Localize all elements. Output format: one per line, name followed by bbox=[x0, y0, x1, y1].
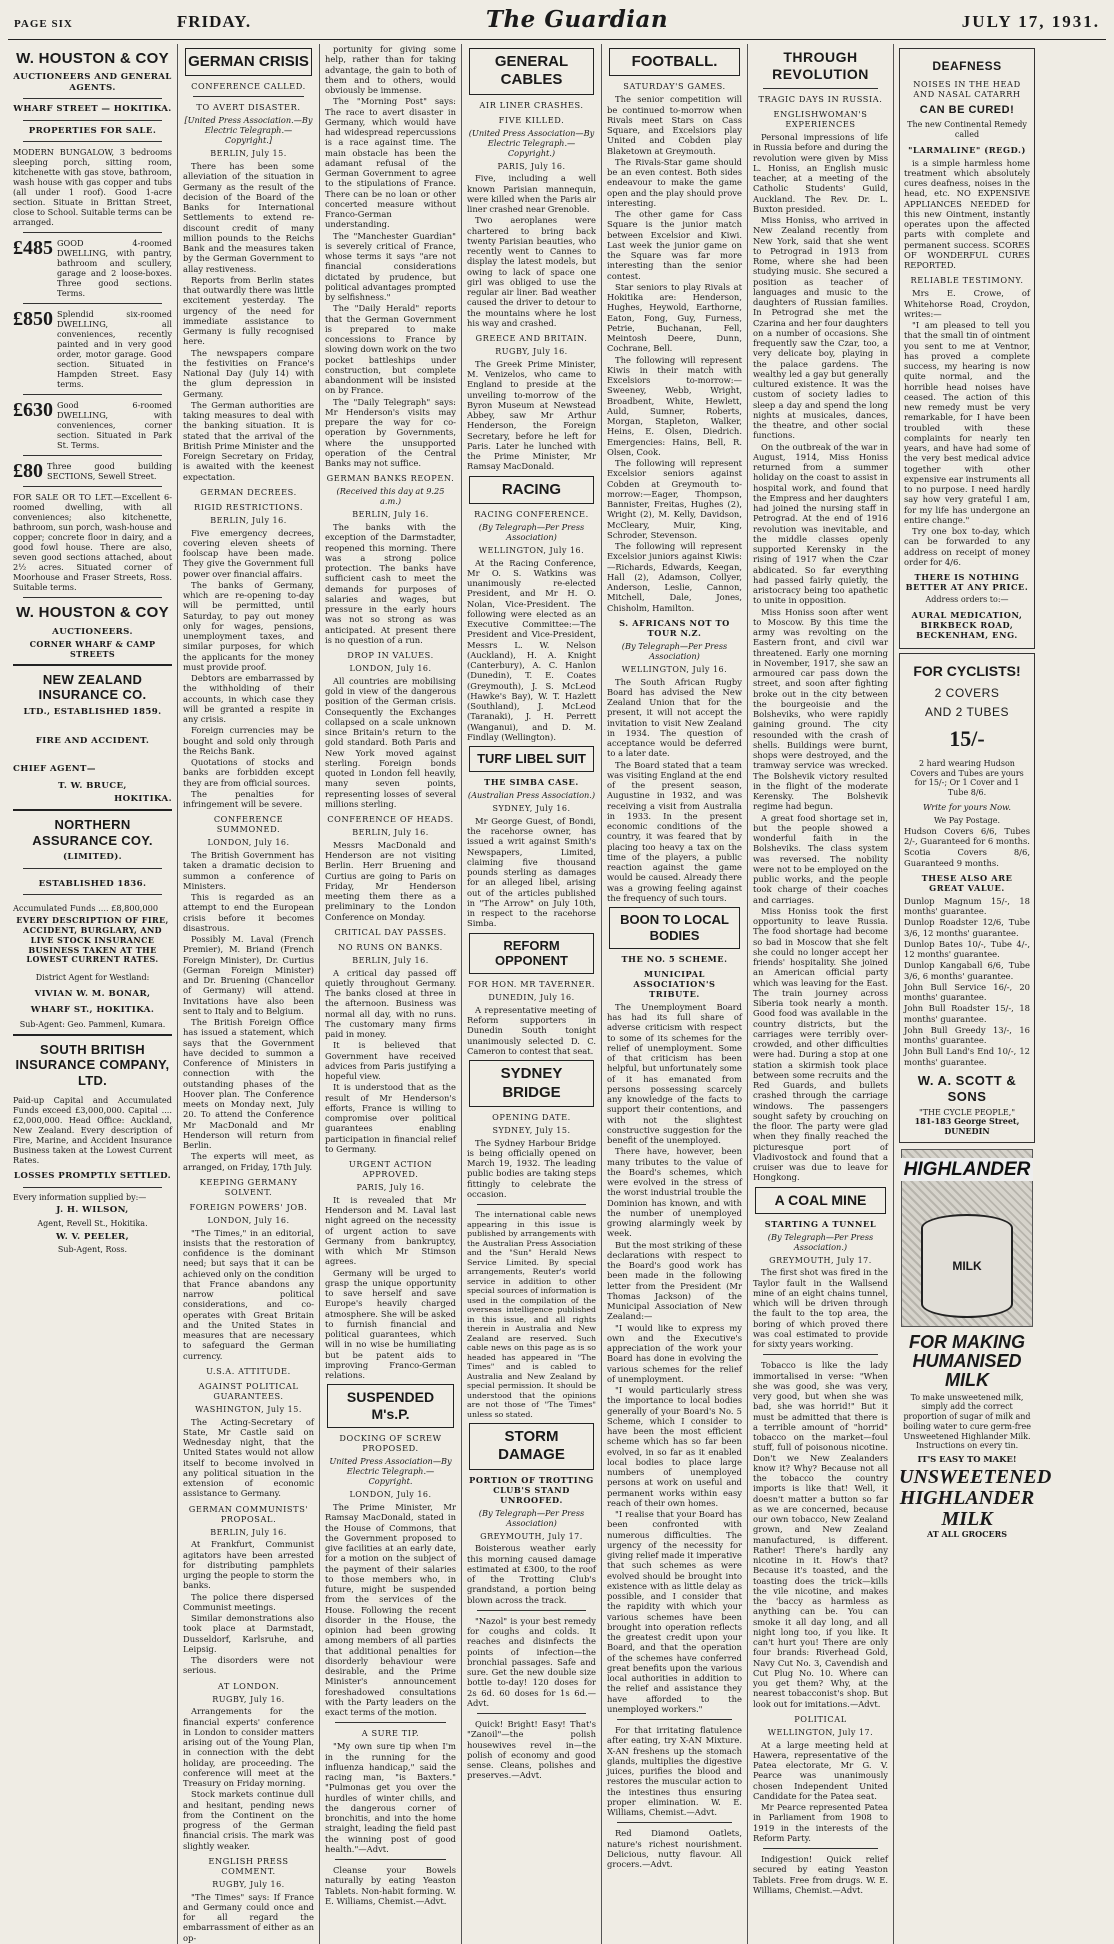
dateline: RUGBY, July 16. bbox=[212, 1694, 285, 1704]
losses-settled: LOSSES PROMPTLY SETTLED. bbox=[13, 1171, 172, 1182]
column-1-classifieds bbox=[8, 44, 178, 1944]
for-sale-listing: FOR SALE OR TO LET.—Excellent 6-roomed dwelling, with all conveniences; also kitchenette, bathroom, sun porch, wash-house and copper; concrete floor in dairy, and a good fowl house. There are also, seven good sections attached, about 2½ acres. Situated corner of Moorhouse and Fraser Streets, Ross. Suitable terms. bbox=[13, 492, 172, 593]
tyre-list-item: John Bull Roadster 15/-, 18 months' guarantee. bbox=[904, 1003, 1030, 1024]
firm-name: W. HOUSTON & COY bbox=[16, 50, 169, 67]
advert-text: Red Diamond Oatlets, nature's richest nourishment. Delicious, nutty flavour. All grocers.—Advt. bbox=[607, 1828, 742, 1870]
article-subhead: THE SIMBA CASE. bbox=[484, 777, 579, 787]
article-subhead: RACING CONFERENCE. bbox=[474, 508, 589, 519]
info-supplied-by: Every information supplied by:— bbox=[13, 1192, 147, 1202]
article-headline: SYDNEY BRIDGE bbox=[469, 1060, 594, 1107]
property-listing bbox=[13, 309, 172, 389]
testimonial-text: "I am pleased to tell you that the small tin of ointment you sent to me at Ventnor, has proved a complete success, my hearing is now quite normal, and the horrible head noises have ceased. The action of this new remedy must be very remarkable, for I have been troubled with these complaints for nearly ten years, and have had some of the very best medical advice together with other expensive ear instruments all to no purpose. I need hardly say how very grateful I am, for my life has undergone an entire change." bbox=[904, 320, 1030, 525]
dateline: PARIS, July 16. bbox=[497, 161, 566, 171]
advert-text: is a simple harmless home treatment which absolutely cures deafness, noises in the head, etc. NO EXPENSIVE APPLIANCES NEEDED for this new Ointment, instantly operates upon the affected parts with complete and permanent success. SCORES OF WONDERFUL CURES REPORTED. bbox=[904, 157, 1030, 271]
section-heading: AGAINST POLITICAL GUARANTEES. bbox=[198, 1380, 299, 1401]
agent-town: HOKITIKA. bbox=[114, 794, 172, 805]
firm-role: AUCTIONEERS. bbox=[52, 626, 133, 637]
dateline: SYDNEY, July 15. bbox=[492, 1125, 571, 1135]
dateline: BERLIN, July 16. bbox=[210, 1527, 287, 1537]
section-heading: GERMAN BANKS REOPEN. bbox=[326, 473, 455, 484]
insurance-description: Paid-up Capital and Accumulated Funds exceed £3,000,000. Capital .... £2,000,000. Head Office: Auckland, New Zealand. Every description of Fire, Marine, and Accident Insurance Business taken at the Lowest Current Rates. bbox=[13, 1095, 172, 1166]
dateline: WELLINGTON, July 16. bbox=[478, 545, 585, 555]
article-paragraph: "I would particularly stress the importance to local bodies generally of your Board's No. 5 Scheme, which I consider to have been the most efficient scheme which has so far been evolved, in so far as it enabled local bodies to place large numbers of unemployed persons at work on useful and permanent works within easy reach of their own homes. bbox=[607, 1385, 742, 1508]
article-paragraph: Two aeroplanes were chartered to bring back twenty Parisian beauties, who recently went to Cannes to display the latest models, but owing to lack of space one girl was obliged to use the regular air liner. Bad weather caused the driver to detour to the mountains where he lost his way and crashed. bbox=[467, 215, 596, 328]
columns bbox=[8, 44, 1106, 1943]
column-2-german-crisis bbox=[178, 44, 320, 1944]
article-paragraph: All countries are mobilising gold in view of the dangerous position of the German crisis. Consequently the Exchanges collapsed on a scale unknown since Britain's return to the gold standard. Both Paris and New York moved against sterling. Foreign bonds quoted in London fell heavily, many seven points, representing losses of several millions sterling. bbox=[325, 675, 456, 809]
property-listing bbox=[13, 461, 172, 481]
article-paragraph: The banks of Germany, which are re-opening to-day will be permitted, until Saturday, to pay out money only for wages, pensions, unemployment taxes, and similar purposes, for which the applicants for the money must provide proof. bbox=[183, 579, 314, 672]
advert-text: For that irritating flatulence after eating, try X-AN Mixture. X-AN freshens up the stomach glands, multiplies the digestive juices, purifies the blood and restores the muscular action to the intestines thus ensuring proper elimination. W. E. Williams, Chemist.—Advt. bbox=[607, 1725, 742, 1818]
dateline: WELLINGTON, July 17. bbox=[767, 1727, 874, 1737]
article-subhead: STARTING A TUNNEL bbox=[764, 1218, 877, 1229]
dateline: GREYMOUTH, July 17. bbox=[480, 1531, 583, 1541]
article-paragraph: Five, including a well known Parisian mannequin, were killed when the Paris air liner crashed near Grenoble. bbox=[467, 173, 596, 215]
advert-text: 2 hard wearing Hudson Covers and Tubes are yours for 15/-; Or 1 Cover and 1 Tube 8/6. bbox=[910, 758, 1024, 798]
tyre-list-item: Dunlop Magnum 15/-, 18 months' guarantee. bbox=[904, 895, 1030, 917]
article-paragraph: The "Manchester Guardian" is severely critical of France, whose terms it says "are not financial considerations dictated by prudence, but political advantages prompted by selfishness." bbox=[325, 230, 456, 302]
properties-heading: PROPERTIES FOR SALE. bbox=[28, 125, 157, 136]
article-paragraph: Boisterous weather early this morning caused damage estimated at £300, to the roof of the Trotting Club's grandstand, a portion being blown across the track. bbox=[467, 1543, 596, 1605]
agent-name: VIVIAN W. M. BONAR, bbox=[34, 988, 151, 999]
section-heading: ENGLISH PRESS COMMENT. bbox=[208, 1855, 289, 1876]
advert-text: "My own sure tip when I'm in the running for the influenza handicap," said the racing man, "is Baxters." "Pulmonas get you over the hurdles of winter chills, and the dangerous corner of bronchitis, and into the home straight, leading the field past the winning post of good health."—Advt. bbox=[325, 1741, 456, 1854]
insurance-description: EVERY DESCRIPTION OF FIRE, ACCIDENT, BURGLARY, AND LIVE STOCK INSURANCE BUSINESS TAKEN AT THE LOWEST CURRENT RATES. bbox=[16, 915, 169, 965]
dateline: PARIS, July 16. bbox=[356, 1183, 425, 1192]
advert-text: Quick! Bright! Easy! That's "Zanoil"—the polish housewives revel in—the polish of economy and good sense. Cleans, polishes and preserves.—Advt. bbox=[467, 1719, 596, 1781]
advert-claim: CAN BE CURED! bbox=[919, 103, 1015, 116]
newspaper-title: The Guardian bbox=[485, 6, 669, 33]
agent-address: Sub-Agent, Ross. bbox=[57, 1245, 128, 1255]
section-heading: GREECE AND BRITAIN. bbox=[475, 333, 588, 344]
article-paragraph: The following will represent Kiwis in their match with Excelsiors to-morrow:—Sweeney, Webb, Wright, Broadbent, White, Hewlett, Auld, Sumner, Roberts, Morgan, Stapleton, Walker, Heins, E. Olsen, Diedrich. Emergencies: Hains, Bell, R. Olsen, Cook. bbox=[607, 354, 742, 457]
milk-tin-label: MILK bbox=[952, 1258, 982, 1273]
article-paragraph: Mr George Guest, of Bondi, the racehorse owner, has issued a writ against Smith's Newspapers, Limited, claiming five thousand pounds sterling as damages for an alleged libel, arising out of the articles published in "The Arrow" on July 10th, in respect to the racehorse Simba. bbox=[467, 815, 596, 929]
section-heading: GERMAN COMMUNISTS' PROPOSAL. bbox=[188, 1503, 309, 1524]
article-subhead: CONFERENCE CALLED. bbox=[191, 81, 306, 92]
property-listing bbox=[13, 238, 172, 298]
advert-text: Mrs E. Crowe, of Whitehorse Road, Croydon, writes:— bbox=[904, 288, 1030, 319]
insurance-company-name: NEW ZEALAND INSURANCE CO. bbox=[38, 671, 147, 703]
advert-text: "Nazol" is your best remedy for coughs and colds. It reaches and disinfects the points of infection—the bronchial passages. Safe and sure. Get the new double size bottle to-day! 120 doses for 2s 6d. 60 doses for 1s 6d.—Advt. bbox=[467, 1615, 596, 1708]
company-status: (LIMITED). bbox=[62, 852, 123, 863]
masthead bbox=[8, 6, 1106, 40]
wire-credit: [United Press Association.—By Electric Telegraph.—Copyright.] bbox=[184, 115, 313, 146]
article-paragraph: The disorders were not serious. bbox=[183, 1655, 314, 1676]
insurance-lines: FIRE AND ACCIDENT. bbox=[35, 735, 150, 746]
article-paragraph: The first shot was fired in the Taylor fault in the Wallsend mine of an eight chains tunnel, which will be driven through the fault to the top area, the boring of which proved there was coal estimated to provide for sixty years working. bbox=[753, 1267, 888, 1350]
dateline: BERLIN, July 15. bbox=[210, 149, 287, 159]
property-listing bbox=[13, 400, 172, 450]
firm-role: AUCTIONEERS AND GENERAL AGENTS. bbox=[13, 72, 172, 93]
advert-cta: Write for yours Now. bbox=[922, 801, 1012, 812]
dateline: BERLIN, July 16. bbox=[352, 828, 429, 837]
dateline: SYDNEY, July 16. bbox=[492, 804, 571, 813]
article-paragraph: The penalties for infringement will be severe. bbox=[183, 788, 314, 810]
article-paragraph: Star seniors to play Rivals at Hokitika are: Henderson, Hughes, Heywold, Earthorne, Eaton, Fong, Guy, Furness, Petrie, Buchanan, Fell, Meintosh Deere, Dunn, Cochrane, Bell. bbox=[607, 281, 742, 354]
article-paragraph: The "Daily Herald" reports that the German Government is prepared to make concessions to France by slowing down work on the two pocket battleships under construction, but complete abandonment will be insisted on by France. bbox=[325, 303, 456, 396]
wire-credit: (By Telegraph—Per Press Association) bbox=[478, 1507, 585, 1528]
agent-name: W. V. PEELER, bbox=[56, 1231, 129, 1242]
address-label: Address orders to:— bbox=[925, 595, 1009, 605]
article-subhead: FOR HON. MR TAVERNER. bbox=[467, 979, 596, 990]
column-7-advertisements bbox=[894, 44, 1052, 1944]
article-subhead: TRAGIC DAYS IN RUSSIA. bbox=[758, 94, 883, 105]
milk-brand: HIGHLANDER bbox=[901, 1158, 1034, 1181]
column-3-continued bbox=[320, 44, 462, 1944]
cyclists-advert bbox=[899, 653, 1035, 1143]
wire-credit: (United Press Association—By Electric Telegraph.—Copyright.) bbox=[468, 127, 595, 158]
section-heading: POLITICAL bbox=[794, 1713, 847, 1724]
advert-subhead: THESE ALSO ARE GREAT VALUE. bbox=[921, 872, 1013, 893]
tyre-list-item: Dunlop Kangaball 6/6, Tube 3/6, 6 months' guarantee. bbox=[904, 960, 1030, 981]
insurance-company-name: NORTHERN ASSURANCE COY. bbox=[32, 816, 153, 848]
wire-credit: (By Telegraph—Per Press Association) bbox=[478, 521, 585, 542]
article-subhead: FIVE KILLED. bbox=[498, 114, 565, 125]
milk-advert-headline: FOR MAKING HUMANISED MILK bbox=[909, 1331, 1025, 1390]
article-paragraph: The Sydney Harbour Bridge is being officially opened on March 19, 1932. The leading public bodies are taking steps fittingly to celebrate the occasion. bbox=[467, 1137, 596, 1199]
advert-headline: DEAFNESS bbox=[932, 59, 1002, 73]
article-paragraph: Germany will be urged to grasp the unique opportunity to save herself and save Europe's heavily charged atmosphere. She will be asked to furnish financial and political guarantees, which will in no wise be humiliating but be patent aids to improving Franco-German relations. bbox=[325, 1267, 456, 1380]
article-paragraph: Miss Honiss took the first opportunity to leave Russia. The food shortage had become so bad in Moscow that she felt she could no longer accept her friends' hospitality. She joined an American official party which was leaving for the East. The train journey across Siberia took nearly a month. Good food was available in the country districts, but the carriages were terribly over-crowded, and other difficulties were had. During a stop at one station a skirmish took place between some recruits and the Red Guards, and bullets crashed through the carriage windows. The passengers sought safety by crouching on the floor. The party were glad when they finally reached the picturesque port of Vladivostock and found that a cruiser was due to leave for Hongkong. bbox=[753, 905, 888, 1183]
milk-advert-brand: UNSWEETENED HIGHLANDER MILK bbox=[899, 1466, 1052, 1531]
section-heading: RIGID RESTRICTIONS. bbox=[193, 501, 304, 512]
postage-note: We Pay Postage. bbox=[933, 816, 1001, 826]
advert-heading: A SURE TIP. bbox=[361, 1728, 420, 1739]
milk-tin-illustration bbox=[921, 1214, 1013, 1318]
advert-price: 15/- bbox=[949, 726, 985, 752]
section-heading: U.S.A. ATTITUDE. bbox=[206, 1365, 291, 1376]
advert-headline: FOR CYCLISTS! bbox=[913, 662, 1021, 679]
article-paragraph: The other game for Cass Square is the junior match between Excelsior and Kiwi. Last week the junior game on the Square was far more interesting than the senior contest. bbox=[607, 209, 742, 281]
article-paragraph: Miss Honiss, who arrived in New Zealand recently from New York, said that she went to Petrograd in 1913 from Rome, where she had been studying music. She secured a position as teacher of languages and music to the daughters of Russian families. In Petrograd she met the Czarina and her four daughters on a number of occasions. She frequently saw the Czar, too, a very delicate boy, playing in the palace gardens. The wealthy led a gay but generally cultured existence. It was the custom of society ladies to sleep a day and spend the long nights at musicales, dances, the theatre, and other social functions. bbox=[753, 215, 888, 441]
article-paragraph: The Board stated that a team was visiting England at the end of the present season, Augustine in 1932, and was receiving a visit from Australia in 1933. In the present economic conditions of the country, it was feared that by placing too heavy a tax on the time of the players, a public reaction against the game would be caused. Already there was a growing feeling against the frequency of such tours. bbox=[607, 759, 742, 903]
dateline: WELLINGTON, July 16. bbox=[621, 664, 728, 674]
article-paragraph: The following will represent Excelsior juniors against Kiwis:—Richards, Edwards, Keegan, Hall (2), Adamson, Collyer, Anderson, Leslie, Cannon, Mitchell, Dale, Jones, Chisholm, Hamilton. bbox=[607, 541, 742, 613]
section-heading: FOREIGN POWERS' JOB. bbox=[189, 1201, 308, 1212]
cable-news-notice: The international cable news appearing in this issue is published by arrangements with the Australian Press Association and the "Sun" Herald News Service Limited. By special arrangements, Reuter's world service in addition to other special sources of information is used in the compilation of the overseas intelligence published in this issue, and all rights therein in Australia and New Zealand are reserved. Such cable news on this page as is so headed has appeared in "The Times" and is cabled to Australia and New Zealand by special permission. It should be understood that the opinions are not those of "The Times" unless so stated. bbox=[467, 1210, 596, 1419]
dateline: BERLIN, July 16. bbox=[210, 515, 287, 525]
article-subhead: ENGLISHWOMAN'S EXPERIENCES bbox=[773, 109, 868, 130]
column-4-general-cables bbox=[462, 44, 602, 1944]
article-paragraph: The banks with the exception of the Darmstadter, reopened this morning. There was a strong police protection. The banks have sufficient cash to meet the demands for purposes of salaries and wages, but pressure in the early hours was not so strong as was anticipated. At present there is no question of a run. bbox=[325, 522, 456, 645]
tyre-list-item: John Bull Land's End 10/-, 12 months' guarantee. bbox=[904, 1046, 1030, 1067]
article-paragraph: The following will represent Excelsior seniors against Cobden at Greymouth to-morrow:—Eager, Thompson, Bannister, Freitas, Hughes (2), Wright (2), M. Kelly, Davidson, McCleary, Muir, King, Schroder, Stevenson. bbox=[607, 458, 742, 540]
article-paragraph: "The Times," in an editorial, insists that the restoration of confidence is the dominant need; but says that it can be achieved only on the condition that France abandons any narrow political considerations, and co-operates with Great Britain and the United States in measures that are necessary to safeguard the German currency. bbox=[183, 1227, 314, 1361]
agent-address: WHARF ST., HOKITIKA. bbox=[30, 1005, 155, 1016]
day-of-week: FRIDAY. bbox=[176, 12, 252, 31]
received-note: (Received this day at 9.25 a.m.) bbox=[336, 486, 445, 507]
agent-name: J. H. WILSON, bbox=[56, 1205, 129, 1216]
article-paragraph: But the most striking of these declarations with respect to the Board's good work has been made in the following letter from the President (Mr Thomas Jackson) of the Municipal Association of New Zealand:— bbox=[607, 1239, 742, 1322]
article-headline: GERMAN CRISIS bbox=[185, 48, 312, 76]
article-paragraph: Arrangements for the financial experts' conference in London to consider matters arising out of the Young Plan, in connection with the debt holiday, are proceeding. The conference will meet at the Treasury on Friday morning. bbox=[183, 1706, 314, 1789]
article-paragraph: At the Racing Conference, Mr O. S. Watkins was unanimously re-elected President, and Mr H. O. Nolan, Vice-President. The following were elected as an Executive Committee:—The President and Vice-President, Messrs L. W. Nelson (Auckland), H. A. Knight (Canterbury), A. C. Hanlon (Dunedin), T. E. Coates (Greymouth), J. S. McLeod (Hawke's Bay), W. T. Hazlett (Southland), J. McLeod (Taranaki), J. H. Perrett (Wanganui), and D. M. Findlay (Wellington). bbox=[467, 557, 596, 742]
bungalow-listing: MODERN BUNGALOW, 3 bedrooms sleeping porch, sitting room, kitchenette with gas stove, bathroom, wash house with gas copper and tubs (all under 1 roof). Good 1-acre section. Situate in Brittan Street, close to School. Suitable terms can be arranged. bbox=[13, 147, 172, 228]
article-paragraph: Personal impressions of life in Russia before and during the revolution were given by Miss L. Honiss, an English music teacher, at a meeting of the Catholic Students' Guild, Auckland. The Rev. Dr. L. Buxton presided. bbox=[753, 132, 888, 214]
article-paragraph: At Frankfurt, Communist agitators have been arrested for distributing pamphlets urging the people to storm the banks. bbox=[183, 1539, 314, 1591]
article-paragraph: Similar demonstrations also took place at Darmstadt, Dusseldorf, Karlsruhe, and Leipsig. bbox=[183, 1613, 314, 1654]
advert-intro: The new Continental Remedy called bbox=[907, 120, 1027, 139]
article-paragraph: On the outbreak of the war in August, 1914, Miss Honiss returned from a summer holiday on the coast to assist in hospital work, and found that the Empress and her daughters had joined the nursing staff in Petrograd. At the end of 1916 revolution was inevitable, and the middle classes openly supported Kerensky in the rising of 1917 when the Czar abdicated. So far everything had passed fairly quietly, the aristocracy being too apathetic to unite in opposition. bbox=[753, 441, 888, 606]
article-headline: A COAL MINE bbox=[755, 1187, 886, 1214]
article-paragraph: It is believed that Government have received advices from Paris justifying a hopeful view. bbox=[325, 1040, 456, 1081]
article-paragraph: The "Morning Post" says: The race to avert disaster in Germany, which would have had widespread repercussions is a race against time. The main obstacle has been the adamant refusal of the German Government to agree to the stipulations of France. There can be no loan or other concerted measure without Franco-German understanding. bbox=[325, 96, 456, 230]
agent-address: Agent, Revell St., Hokitika. bbox=[37, 1218, 148, 1228]
section-heading: NO RUNS ON BANKS. bbox=[338, 941, 443, 952]
article-paragraph: The British Foreign Office has issued a statement, which says that the Government have decided to summon a Conference of Ministers in connection with the outstanding phases of the Hoover plan. The Conference meets on Monday next, July 20. To attend the Conference Mr MacDonald and Mr Henderson will return from Berlin. bbox=[183, 1017, 314, 1151]
accumulated-funds: Accumulated Funds .... £8,800,000 bbox=[13, 903, 159, 914]
dateline: DUNEDIN, July 16. bbox=[488, 993, 575, 1003]
dateline: LONDON, July 16. bbox=[207, 838, 290, 848]
dateline: GREYMOUTH, July 17. bbox=[769, 1255, 872, 1265]
section-heading: URGENT ACTION APPROVED. bbox=[348, 1159, 433, 1179]
milk-advert-availability: AT ALL GROCERS bbox=[926, 1529, 1008, 1540]
column-5-football bbox=[602, 44, 748, 1944]
retailer-name: W. A. SCOTT & SONS bbox=[917, 1072, 1017, 1104]
dateline: BERLIN, July 16. bbox=[352, 955, 429, 965]
column-6-through-revolution bbox=[748, 44, 894, 1944]
article-paragraph: The police there dispersed Communist meetings. bbox=[183, 1591, 314, 1612]
firm-address: WHARF STREET — HOKITIKA. bbox=[13, 104, 172, 115]
dateline: RUGBY, July 16. bbox=[495, 347, 568, 357]
section-heading: AT LONDON. bbox=[217, 1680, 280, 1691]
article-paragraph: The British Government has taken a dramatic decision to summon a conference of Ministers. bbox=[183, 850, 314, 891]
property-text: Good 6-roomed DWELLING, with conveniences, corner section. Situated in Park St. Terms. bbox=[57, 400, 172, 451]
article-headline: RACING bbox=[469, 476, 594, 504]
article-subhead: PORTION OF TROTTING CLUB'S STAND UNROOFED. bbox=[469, 1474, 594, 1505]
section-heading: CONFERENCE OF HEADS. bbox=[327, 814, 454, 824]
wire-credit: United Press Association—By Electric Telegraph.—Copyright. bbox=[329, 1456, 452, 1487]
advert-subhead: NOISES IN THE HEAD AND NASAL CATARRH bbox=[913, 78, 1021, 99]
milk-advert-slogan: IT'S EASY TO MAKE! bbox=[917, 1454, 1017, 1465]
article-paragraph: The Prime Minister, Mr Ramsay MacDonald, stated in the House of Commons, that the Government proposed to give facilities at an early date, for a motion on the subject of the payment of their salaries to those members who, in future, might be suspended from the services of the House. Following the recent disorder in the House, the opinion had been growing among members of all parties that additional penalties for disorderly behaviour were desirable, and the Prime Minister's announcement foreshadowed consultations with the Party leaders on the exact terms of the motion. bbox=[325, 1502, 456, 1718]
property-price: £485 bbox=[13, 237, 53, 260]
article-paragraph: The "Daily Telegraph" says: Mr Henderson's visits may prepare the way for co-operation by Governments, where the unsupported operation of the Central Banks may not suffice. bbox=[325, 396, 456, 468]
article-paragraph: Debtors are embarrassed by the withholding of their accounts, in which case they will be granted a respite in any crisis. bbox=[183, 673, 314, 725]
section-heading: KEEPING GERMANY SOLVENT. bbox=[199, 1176, 298, 1197]
agent-name: T. W. BRUCE, bbox=[58, 780, 127, 791]
advert-text: Scotia Covers 8/6, Guaranteed 9 months. bbox=[904, 847, 1030, 868]
retailer-address: 181-183 George Street, DUNEDIN bbox=[914, 1116, 1020, 1137]
dateline: LONDON, July 16. bbox=[207, 1215, 290, 1225]
article-paragraph: At a large meeting held at Hawera, representative of the Patea electorate, Mr G. V. Pearce was unanimously chosen Independent United Candidate for the Patea seat. bbox=[753, 1739, 888, 1801]
article-paragraph: The Unemployment Board has had its full share of adverse criticism with respect to some of its schemes for the relief of unemployment. Some of that criticism has been helpful, but unfortunately some of it has emanated from persons possessing scarcely any knowledge of the facts to support their contentions, and with not the slightest constructive suggestion for the benefit of the unemployed. bbox=[607, 1001, 742, 1146]
property-price: £850 bbox=[13, 308, 53, 331]
property-price: £630 bbox=[13, 399, 53, 422]
article-subhead: TO AVERT DISASTER. bbox=[196, 102, 301, 113]
page-number: PAGE SIX bbox=[14, 18, 73, 30]
milk-advert-text: To make unsweetened milk, simply add the correct proportion of sugar of milk and boiling water to cure germ-free Unsweetened Highlander Milk. Instructions on every tin. bbox=[903, 1392, 1031, 1451]
article-headline: BOON TO LOCAL BODIES bbox=[609, 907, 740, 949]
article-subhead: OPENING DATE. bbox=[492, 1111, 571, 1122]
dateline: RUGBY, July 16. bbox=[212, 1879, 285, 1889]
article-paragraph: The South African Rugby Board has advised the New Zealand Union that for the present, it will not accept the invitation to visit New Zealand in 1934. The question of acceptance would be deferred to a later date. bbox=[607, 676, 742, 759]
section-heading: CONFERENCE SUMMONED. bbox=[213, 814, 284, 835]
tyre-list-item: Dunlop Roadster 12/6, Tube 3/6, 12 months' guarantee. bbox=[904, 917, 1030, 938]
article-paragraph: "The Times" says: If France and Germany could once and for all regard the embarrassment of either as an op- bbox=[183, 1891, 314, 1943]
issue-date: JULY 17, 1931. bbox=[961, 12, 1100, 31]
article-paragraph: It is understood that as the result of Mr Henderson's efforts, France is willing to compromise over political guarantees enabling participation in financial relief to Germany. bbox=[325, 1082, 456, 1154]
article-subhead: DOCKING OF SCREW PROPOSED. bbox=[339, 1433, 442, 1454]
advert-offer: 2 COVERS bbox=[934, 685, 1000, 700]
article-paragraph: Quotations of stocks and banks are forbidden except they are from official sources. bbox=[183, 757, 314, 788]
dateline: LONDON, July 16. bbox=[349, 1490, 432, 1500]
wire-credit: (By Telegraph—Per Press Association.) bbox=[767, 1231, 874, 1252]
chief-agent-label: CHIEF AGENT— bbox=[13, 764, 96, 775]
section-heading: DROP IN VALUES. bbox=[347, 650, 434, 660]
dateline: WASHINGTON, July 15. bbox=[195, 1404, 302, 1414]
product-name: "LARMALINE" (REGD.) bbox=[908, 144, 1026, 155]
wire-credit: (By Telegraph—Per Press Association) bbox=[621, 640, 728, 661]
tyre-list-item: John Bull Service 16/-, 20 months' guarantee. bbox=[904, 981, 1030, 1003]
insurance-established: ESTABLISHED 1836. bbox=[38, 878, 147, 889]
article-paragraph: Five emergency decrees, covering eleven sheets of foolscap have been made. They give the Government full power over financial affairs. bbox=[183, 527, 314, 579]
advert-text: Try one box to-day, which can be forwarded to any address on receipt of money order for 4/6. bbox=[904, 526, 1030, 567]
article-subhead: SATURDAY'S GAMES. bbox=[623, 81, 726, 92]
article-paragraph: "I would like to express my own and the Executive's appreciation of the work your Board has done in evolving the various schemes for the relief of unemployment. bbox=[607, 1322, 742, 1384]
property-text: GOOD 4-roomed DWELLING, with pantry, bathroom and scullery, garage and 2 loose-boxes. Three good sections. Terms. bbox=[57, 238, 172, 299]
article-headline: FOOTBALL. bbox=[609, 48, 740, 76]
article-paragraph: Stock markets continue dull and hesitant, pending news from the Continent on the progress of the German financial crisis. The mark was slightly weaker. bbox=[183, 1789, 314, 1851]
article-paragraph: The Rivals-Star game should be an even contest. Both sides endeavour to make the game open and the play should prove interesting. bbox=[607, 156, 742, 208]
insurance-established: LTD., ESTABLISHED 1859. bbox=[23, 707, 162, 718]
article-paragraph: There have, however, been many tributes to the value of the Board's schemes, which were evolved in the stress of the worst industrial trouble the Dominion has known, and with the number of unemployed growing alarmingly week by week. bbox=[607, 1146, 742, 1239]
section-heading: S. AFRICANS NOT TO TOUR N.Z. bbox=[619, 617, 730, 638]
firm-address: CORNER WHARF & CAMP STREETS bbox=[29, 639, 156, 659]
article-paragraph: The experts will meet, as arranged, on Friday, 17th July. bbox=[183, 1151, 314, 1172]
article-paragraph: A representative meeting of Reform supporters in Dunedin South tonight unanimously selected D. C. Cameron to contest that seat. bbox=[467, 1004, 596, 1056]
article-paragraph: Possibly M. Laval (French Premier), M. Briand (French Foreign Minister), Dr. Curtius (German Foreign Minister) and Dr. Bruening (Chancellor of Germany) will attend. Invitations have also been sent to Italy and to Belgium. bbox=[183, 934, 314, 1016]
article-paragraph: Messrs MacDonald and Henderson are not visiting Berlin. Herr Bruening and Curtius are going to Paris on Friday, Mr Henderson meeting them there as a preliminary to the London Conference on Monday. bbox=[325, 839, 456, 922]
property-text: Splendid six-roomed DWELLING, all conveniences, recently painted and in very good order, motor garage. Good section. Situated in Hampden Street. Easy terms. bbox=[57, 309, 172, 390]
article-paragraph: Foreign currencies may be bought and sold only through the Reichs Bank. bbox=[183, 725, 314, 756]
advert-claim: THERE IS NOTHING BETTER AT ANY PRICE. bbox=[905, 572, 1029, 593]
article-paragraph: The Acting-Secretary of State, Mr Castle said on Wednesday night, that the United States would not allow itself to become involved in any political situation in the extension of economic assistance to Germany. bbox=[183, 1416, 314, 1499]
tyre-list-item: Dunlop Bates 10/-, Tube 4/-, 12 months' guarantee. bbox=[904, 938, 1030, 960]
advert-text: Indigestion! Quick relief secured by eating Yeaston Tablets. Free from drugs. W. E. Williams, Chemist.—Advt. bbox=[753, 1854, 888, 1895]
article-headline: GENERAL CABLES bbox=[469, 48, 594, 95]
article-headline: STORM DAMAGE bbox=[469, 1423, 594, 1470]
deafness-advert bbox=[899, 48, 1035, 649]
firm-name: W. HOUSTON & COY bbox=[16, 604, 169, 622]
article-headline: REFORM OPPONENT bbox=[469, 933, 594, 975]
advert-text: Tobacco is like the lady immortalised in verse: "When she was good, she was very, very good, but when she was bad, she was horrid!" But it must be admitted that there is a terrible amount of "horrid" tobacco on the market—foul stuff, full of poisonous nicotine. Don't we New Zealanders know it? Why? Because not all the tobacco the country imports is like that! Well, it doesn't matter a button so far as we are concerned, because our own tobacco, New Zealand grown, and New Zealand manufactured, is different. Rather! There's hardly any nicotine in it. How's that? Because it's toasted, and the toasting does the trick—kills the vile nicotine, and makes the 'baccy as harmless as anything can be. You can smoke it all day long, and all night long too, if you like. It can't hurt you! There are only four brands: Riverhead Gold, Navy Cut No. 3, Cavendish and Cut Plug No. 10. Where can you get them? Why, at the nearest tobacconist's shop. But look out for imitations.—Advt. bbox=[753, 1360, 888, 1709]
article-paragraph: This is regarded as an attempt to end the European crisis before it becomes disastrous. bbox=[183, 892, 314, 933]
article-paragraph: A great food shortage set in, but the people showed a wonderful faith in the Bolsheviks. The class system was reversed. The nobility were not to be employed on the public works, and the people took charge of their coaches and carriages. bbox=[753, 812, 888, 905]
tyre-list-item: John Bull Greedy 13/-, 16 months' guarantee. bbox=[904, 1024, 1030, 1046]
article-paragraph: The senior competition will be continued to-morrow when Rivals meet Stars on Cass Square, and Excelsiors play United and Cobden play Blaketown at Greymouth. bbox=[607, 94, 742, 156]
district-agent-label: District Agent for Westland: bbox=[35, 973, 150, 983]
section-heading: GERMAN DECREES. bbox=[200, 486, 297, 497]
article-paragraph: portunity for giving some help, rather than for taking advantage, the gain to both of them and to others, would obviously be immense. bbox=[325, 44, 456, 95]
dateline: LONDON, July 16. bbox=[349, 664, 432, 673]
article-paragraph: Miss Honiss soon after went to Moscow. By this time the army was revolting on the Eastern front, and civil war threatened. Early one morning in November, 1917, she saw an armoured car pass down the street, and soon after fighting broke out in the city between the bourgeoisie and the Bolsheviks, who were rapidly gaining ground. The city resounded with the crash of shells. Buildings were burnt, shops were destroyed, and the tramway service was wrecked. The Bolshevik victory resulted in the flight of the moderate Kerensky. The Bolshevik regime had begun. bbox=[753, 606, 888, 812]
article-paragraph: The German authorities are taking measures to deal with the banking situation. It is stated that the arrival of the British Prime Minister and the Foreign Secretary on Friday, is awaited with the keenest expectation. bbox=[183, 399, 314, 482]
article-paragraph: It is revealed that Mr Henderson and M. Laval last night agreed on the necessity of urgent action to save Germany from bankruptcy, with which Mr Stimson agrees. bbox=[325, 1194, 456, 1267]
article-paragraph: A critical day passed off quietly throughout Germany. The banks closed at three in the afternoon. Business was normal all day, with no runs. The customary many firms paid in money. bbox=[325, 967, 456, 1039]
order-address: AURAL MEDICATION, BIRKBECK ROAD, BECKENHAM, ENG. bbox=[911, 609, 1023, 640]
article-paragraph: Mr Pearce represented Patea in Parliament from 1908 to 1919 in the interests of the Reform Party. bbox=[753, 1802, 888, 1843]
sub-agent: Sub-Agent: Geo. Pammenl, Kumara. bbox=[19, 1019, 166, 1029]
article-paragraph: The Greek Prime Minister, M. Venizelos, who came to England to preside at the unveiling to-morrow of the Byron Museum at Newstead Abbey, saw Mr Arthur Henderson, the Foreign Secretary, before he left for Paris. Later he lunched with the Prime Minister, Mr Ramsay MacDonald. bbox=[467, 358, 596, 472]
article-headline: TURF LIBEL SUIT bbox=[469, 746, 594, 772]
milk-advert-image bbox=[901, 1149, 1033, 1327]
advert-subhead: RELIABLE TESTIMONY. bbox=[910, 275, 1024, 286]
article-subhead: MUNICIPAL ASSOCIATION'S TRIBUTE. bbox=[633, 968, 716, 999]
dateline: BERLIN, July 16. bbox=[352, 510, 429, 520]
advert-text: Hudson Covers 6/6, Tubes 2/-, Guaranteed for 6 months. bbox=[904, 825, 1030, 847]
insurance-company-name: SOUTH BRITISH INSURANCE COMPANY, LTD. bbox=[15, 1041, 170, 1089]
article-headline: SUSPENDED M's.P. bbox=[327, 1384, 454, 1428]
article-paragraph: Reports from Berlin states that outwardly there was little excitement yesterday. The urgency of the need for immediate assistance to Germany is fully recognised here. bbox=[183, 274, 314, 347]
property-price: £80 bbox=[13, 460, 43, 483]
article-subhead: AIR LINER CRASHES. bbox=[479, 99, 584, 110]
article-headline: THROUGH REVOLUTION bbox=[772, 49, 869, 83]
wire-credit: (Australian Press Association.) bbox=[467, 790, 596, 800]
retailer-slogan: "THE CYCLE PEOPLE," bbox=[919, 1107, 1015, 1117]
article-paragraph: "I realise that your Board has been confronted with numerous difficulties. The urgency of the necessity for giving relief made it imperative that such schemes as were evolved should be brought into existence with as little delay as possible, and I consider that the rapidity with which your various schemes have been brought into operation reflects the greatest credit upon your Board, and that the operation of the schemes have conferred great benefits upon the various local authorities in addition to the relief and assistance they have afforded to the unemployed workers." bbox=[607, 1509, 742, 1714]
advert-text: Cleanse your Bowels naturally by eating Yeaston Tablets. Non-habit forming. W. E. Williams, Chemist.—Advt. bbox=[325, 1865, 456, 1906]
article-subhead: THE NO. 5 SCHEME. bbox=[621, 953, 728, 964]
advert-offer: AND 2 TUBES bbox=[925, 705, 1009, 720]
property-text: Three good building SECTIONS, Sewell Street. bbox=[47, 461, 172, 482]
article-paragraph: The newspapers compare the festivities on France's National Day (July 14) with the glum depression in Germany. bbox=[183, 347, 314, 399]
section-heading: CRITICAL DAY PASSES. bbox=[334, 926, 447, 937]
article-paragraph: There has been some alleviation of the situation in Germany as the result of the decision of the Board of the Banks for International Settlements to extend re-discount credit of many million pounds to the Reichs Bank and the measures taken by the German Government to allay restiveness. bbox=[183, 161, 314, 274]
